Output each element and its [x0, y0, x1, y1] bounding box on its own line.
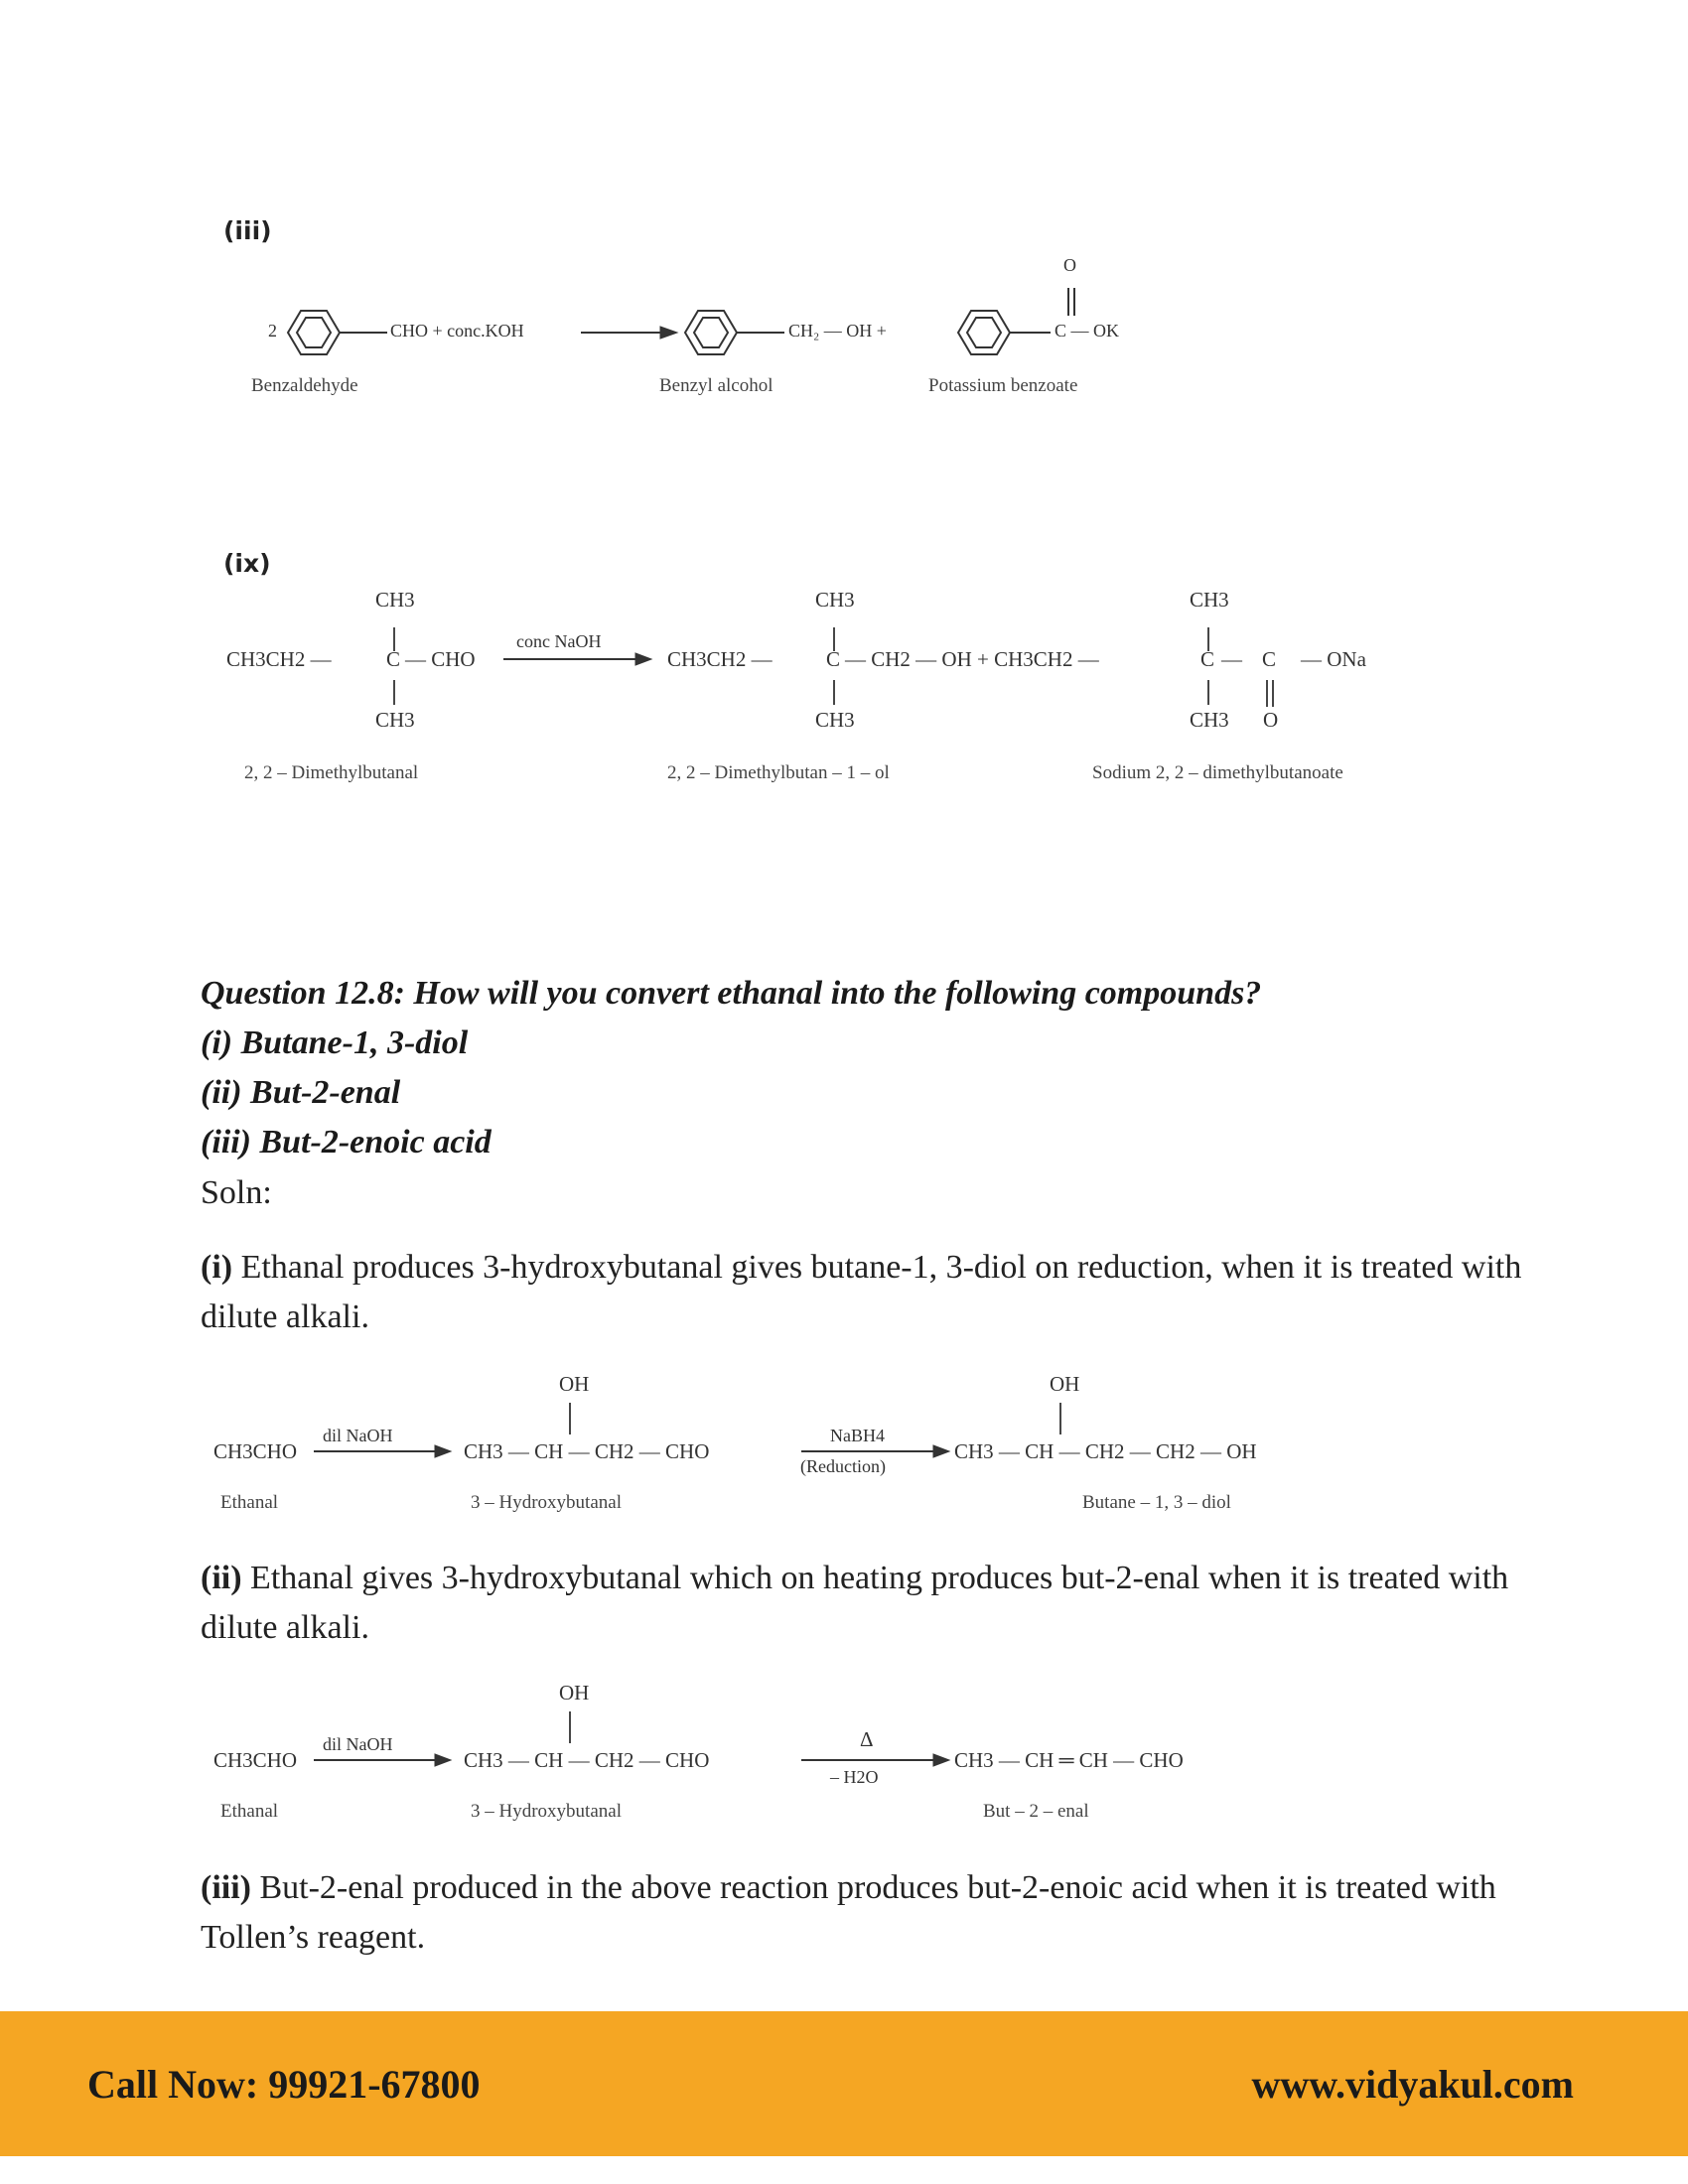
call-now-text[interactable]: Call Now: 99921-67800 — [87, 2062, 481, 2107]
arrow-icon — [801, 1754, 949, 1766]
name-hydroxybutanal: 3 – Hydroxybutanal — [471, 1492, 622, 1513]
carbonyl-oxygen-ix: O — [1263, 708, 1279, 732]
reaction-ix-label: (ix) — [223, 549, 271, 578]
oh-top-2: OH — [1050, 1372, 1080, 1396]
name-sodium-dimethylbutanoate: Sodium 2, 2 – dimethylbutanoate — [1092, 762, 1343, 783]
benzene-ring-icon — [685, 311, 784, 354]
part-iii-text: But-2-enal produced in the above reaction produces but-2-enoic acid when it is treated with Tollen’s reagent. — [201, 1869, 1496, 1956]
methyl-bottom-2: CH3 — [815, 708, 855, 732]
minus-water: – H2O — [830, 1767, 879, 1787]
reactant-ethanal-2: CH3CHO — [213, 1748, 298, 1772]
oh-top-3: OH — [559, 1681, 590, 1705]
question-title: Question 12.8: How will you convert ethanal into the following compounds? — [201, 975, 1262, 1012]
product-butenal: CH3 — CH ═ CH — CHO — [954, 1748, 1184, 1772]
product1-left: CH3CH2 — — [667, 647, 773, 671]
arrow-icon — [503, 653, 651, 665]
methyl-top-1: CH3 — [375, 588, 415, 612]
part-iii-label: (iii) — [201, 1869, 251, 1906]
part-i-label: (i) — [201, 1249, 233, 1286]
product1-group: CH₂ — OH + — [788, 321, 887, 341]
name-dimethylbutanal: 2, 2 – Dimethylbutanal — [244, 762, 419, 783]
reactant-left: CH3CH2 — — [226, 647, 332, 671]
name-potassium-benzoate: Potassium benzoate — [928, 375, 1078, 396]
part-i-paragraph — [201, 1243, 1591, 1342]
arrow-icon — [314, 1445, 451, 1457]
solution-label: Soln: — [201, 1174, 272, 1211]
reactant-cho: — CHO — [405, 647, 476, 671]
name-benzyl-alcohol: Benzyl alcohol — [659, 375, 774, 396]
central-carbon-3: C — [1200, 647, 1215, 671]
footer-bar — [0, 2011, 1688, 2156]
reagent-conc-naoh: conc NaOH — [516, 631, 602, 651]
carbonyl-oxygen: O — [1063, 255, 1076, 275]
name-butenal: But – 2 – enal — [983, 1801, 1089, 1822]
arrow-icon — [581, 327, 677, 339]
part-ii-label: (ii) — [201, 1560, 242, 1596]
name-dimethylbutanol: 2, 2 – Dimethylbutan – 1 – ol — [667, 762, 890, 783]
question-item-2: (ii) But-2-enal — [201, 1074, 401, 1111]
name-benzaldehyde: Benzaldehyde — [251, 375, 358, 396]
arrow-icon — [314, 1754, 451, 1766]
name-butanediol: Butane – 1, 3 – diol — [1082, 1492, 1231, 1513]
part-ii-paragraph — [201, 1554, 1591, 1653]
intermediate-hydroxybutanal-2: CH3 — CH — CH2 — CHO — [464, 1748, 710, 1772]
oh-top-1: OH — [559, 1372, 590, 1396]
name-ethanal: Ethanal — [220, 1492, 279, 1513]
intermediate-hydroxybutanal: CH3 — CH — CH2 — CHO — [464, 1439, 710, 1463]
part-iii-paragraph — [201, 1863, 1591, 1963]
coefficient: 2 — [268, 321, 277, 341]
reagent-dil-naoh-2: dil NaOH — [323, 1734, 393, 1754]
name-hydroxybutanal-2: 3 – Hydroxybutanal — [471, 1801, 622, 1822]
methyl-top-2: CH3 — [815, 588, 855, 612]
part-i-text: Ethanal produces 3-hydroxybutanal gives butane-1, 3-diol on reduction, when it is treated with dilute alkali. — [201, 1249, 1522, 1335]
part-ii-text: Ethanal gives 3-hydroxybutanal which on heating produces but-2-enal when it is treated with dilute alkali. — [201, 1560, 1509, 1646]
heat-delta: Δ — [860, 1727, 874, 1751]
bond-dash: — — [1221, 647, 1242, 671]
reagent-dil-naoh: dil NaOH — [323, 1426, 393, 1445]
reaction-iii-label: (iii) — [223, 216, 272, 245]
product1-right: — CH2 — OH + CH3CH2 — — [845, 647, 1099, 671]
ona-group: — ONa — [1301, 647, 1366, 671]
carboxyl-carbon: C — [1262, 647, 1277, 671]
reagent-nabh4: NaBH4 — [830, 1426, 885, 1445]
central-carbon-2: C — [826, 647, 841, 671]
website-link[interactable]: www.vidyakul.com — [1251, 2062, 1574, 2107]
central-carbon-1: C — [386, 647, 401, 671]
product2-group: C — OK — [1055, 321, 1120, 341]
methyl-top-3: CH3 — [1190, 588, 1229, 612]
question-item-3: (iii) But-2-enoic acid — [201, 1124, 492, 1160]
methyl-bottom-1: CH3 — [375, 708, 415, 732]
product-butanediol: CH3 — CH — CH2 — CH2 — OH — [954, 1439, 1257, 1463]
name-ethanal-2: Ethanal — [220, 1801, 279, 1822]
benzene-ring-icon — [288, 311, 387, 354]
bond-lines — [570, 1403, 1060, 1434]
reagent-reduction: (Reduction) — [800, 1456, 886, 1476]
question-item-1: (i) Butane-1, 3-diol — [201, 1024, 469, 1061]
reactant-ethanal: CH3CHO — [213, 1439, 298, 1463]
reactant-reagent: CHO + conc.KOH — [390, 321, 524, 341]
methyl-bottom-3: CH3 — [1190, 708, 1229, 732]
